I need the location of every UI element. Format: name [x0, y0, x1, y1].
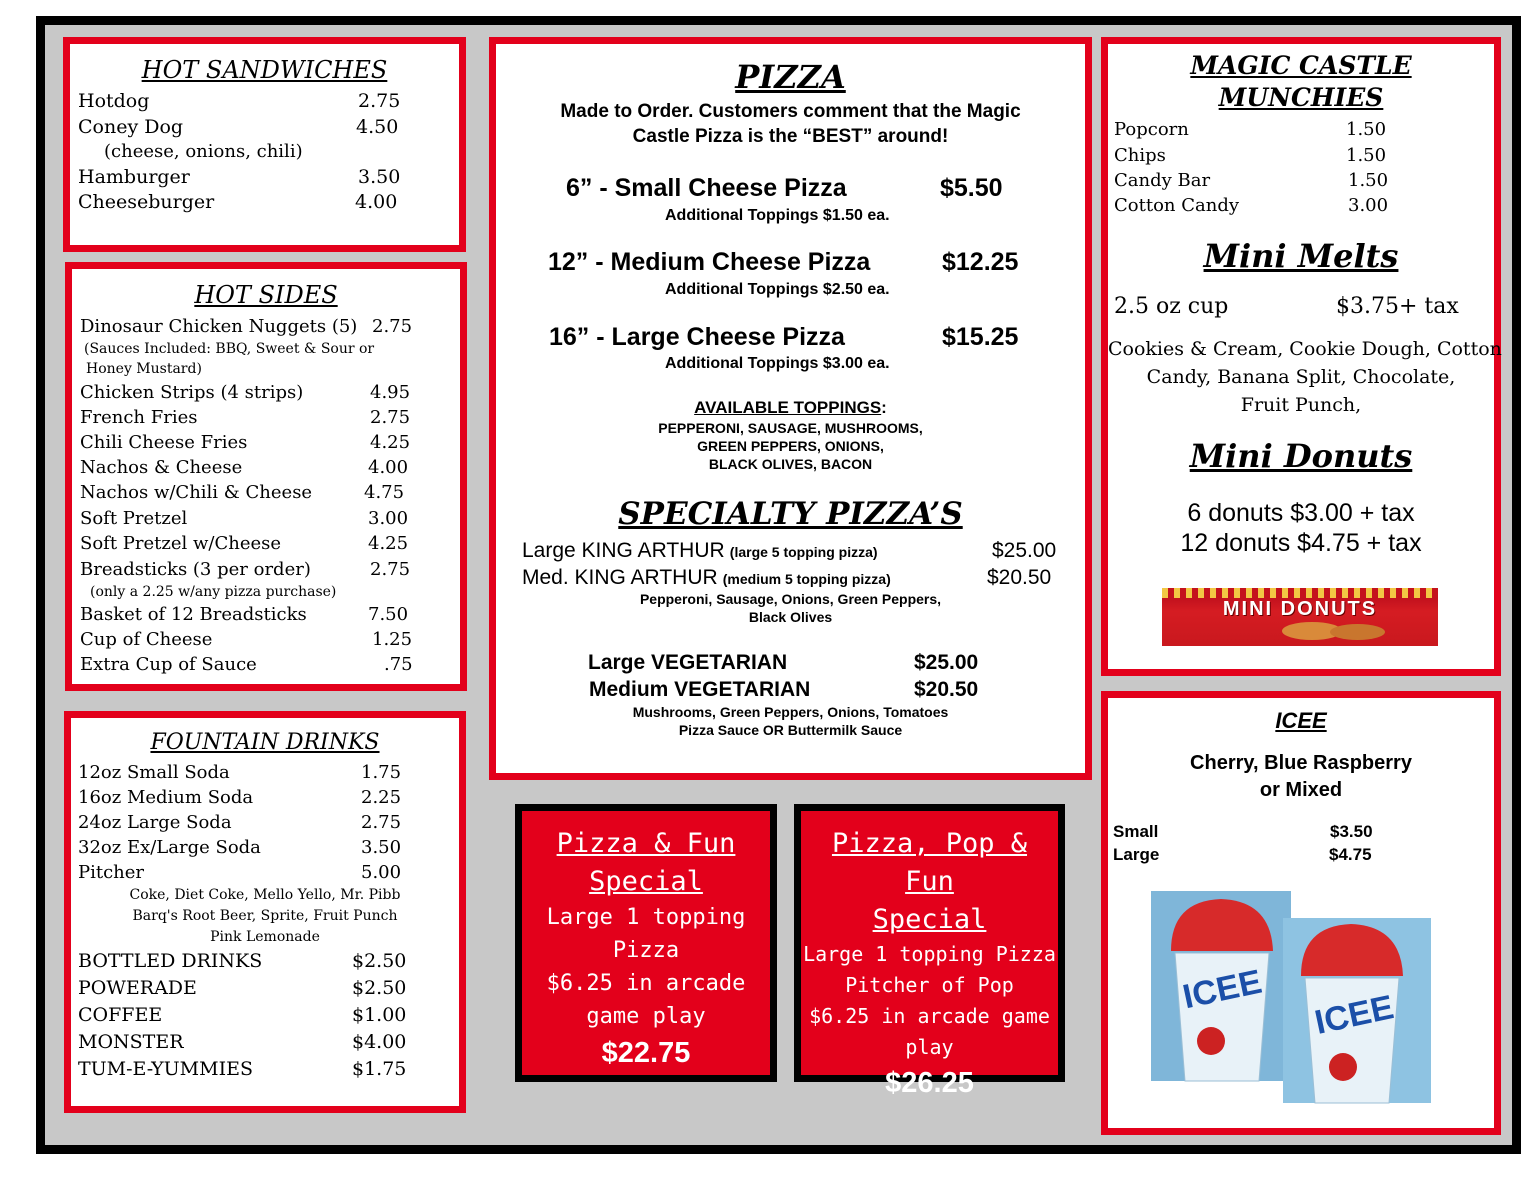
icee-size-name: Small: [1113, 822, 1159, 841]
king-arthur-large-price: $25.00: [992, 539, 1057, 562]
menu-item-name: 16oz Medium Soda: [78, 787, 254, 808]
mini-donuts-banner-text: MINI DONUTS: [1222, 598, 1378, 620]
menu-item-name: Hamburger: [78, 166, 190, 188]
menu-item-price: 3.50: [358, 166, 401, 188]
icee-panel: [1101, 691, 1501, 1135]
mini-donuts-banner: [1162, 588, 1438, 646]
menu-item-price: 4.75: [364, 482, 405, 503]
munchies-title: MUNCHIES: [1218, 83, 1384, 112]
menu-item-name: Coney Dog: [78, 116, 184, 138]
menu-item-name: Hotdog: [78, 90, 150, 112]
menu-item-price: 1.75: [361, 762, 402, 783]
hot-sandwiches-panel: [63, 37, 466, 252]
bottled-item-price: $4.00: [352, 1031, 407, 1053]
pizza-toppings-price: Additional Toppings $1.50 ea.: [665, 207, 890, 224]
icee-cup-label: ICEE: [1179, 962, 1266, 1017]
special-line: play: [905, 1035, 954, 1059]
pizza-size-price: $15.25: [942, 323, 1019, 351]
menu-item-price: 5.00: [361, 862, 402, 883]
munchies-panel: [1101, 37, 1501, 676]
icee-cup-label: ICEE: [1311, 988, 1398, 1042]
menu-item-price: .75: [384, 654, 413, 675]
mini-donuts-price: 6 donuts $3.00 + tax: [1187, 499, 1415, 527]
special-title: Pizza, Pop & Fun: [831, 828, 1028, 897]
menu-item-price: 2.75: [372, 316, 413, 337]
special-line: Large 1 topping Pizza: [803, 942, 1056, 966]
icee-title: ICEE: [1275, 708, 1327, 733]
menu-item-name: 32oz Ex/Large Soda: [78, 837, 261, 858]
king-arthur-medium-label: Med. KING ARTHUR: [522, 566, 718, 589]
menu-item-price: 1.50: [1346, 145, 1387, 166]
menu-item-price: 4.00: [355, 191, 398, 213]
pizza-toppings-price: Additional Toppings $3.00 ea.: [665, 355, 890, 372]
king-arthur-large: [522, 539, 878, 563]
pizza-intro: Castle Pizza is the “BEST” around!: [632, 126, 949, 147]
pizza-intro: Made to Order. Customers comment that the Magic: [560, 101, 1021, 122]
icee-flavors: or Mixed: [1259, 779, 1343, 801]
menu-item-name: Cup of Cheese: [80, 629, 213, 650]
icee-size-price: $3.50: [1330, 822, 1373, 841]
special-price: $26.25: [885, 1067, 974, 1099]
menu-item-price: 2.25: [361, 787, 402, 808]
menu-item-name: Breadsticks (3 per order): [80, 559, 311, 580]
menu-item-price: 1.50: [1348, 170, 1389, 191]
special-price: $22.75: [601, 1037, 691, 1069]
nugget-sauce-note: (Sauces Included: BBQ, Sweet & Sour or: [84, 341, 375, 357]
menu-item-name: 12oz Small Soda: [78, 762, 230, 783]
nugget-sauce-note: Honey Mustard): [86, 361, 202, 377]
vegetarian-medium-price: $20.50: [914, 678, 979, 701]
munchies-title: MAGIC CASTLE: [1190, 51, 1412, 80]
special-line: Pitcher of Pop: [845, 973, 1014, 997]
menu-item-price: 3.50: [361, 837, 402, 858]
menu-item-name: Popcorn: [1114, 119, 1189, 140]
mini-melts-flavors: Fruit Punch,: [1240, 394, 1362, 416]
pizza-title: PIZZA: [735, 58, 846, 96]
soda-flavors: Coke, Diet Coke, Mello Yello, Mr. Pibb: [129, 887, 401, 903]
menu-item-name: Cotton Candy: [1114, 195, 1240, 216]
bottled-item-name: COFFEE: [78, 1004, 163, 1026]
menu-item-name: Soft Pretzel w/Cheese: [80, 533, 282, 554]
pizza-toppings-price: Additional Toppings $2.50 ea.: [665, 281, 890, 298]
menu-item-price: 1.25: [372, 629, 413, 650]
bottled-item-price: $2.50: [352, 977, 407, 999]
special-line: $6.25 in arcade game: [809, 1004, 1050, 1028]
mini-melts-title: Mini Melts: [1203, 237, 1399, 275]
menu-item-price: 2.75: [361, 812, 402, 833]
king-arthur-large-note: (large 5 topping pizza): [729, 544, 878, 560]
special-title: Pizza & Fun: [556, 828, 736, 859]
bottled-item-name: MONSTER: [78, 1031, 184, 1053]
bottled-item-name: BOTTLED DRINKS: [78, 950, 263, 972]
king-arthur-toppings: Pepperoni, Sausage, Onions, Green Peppers,: [639, 591, 942, 607]
vegetarian-large-price: $25.00: [914, 651, 979, 674]
icee-flavors: Cherry, Blue Raspberry: [1190, 752, 1412, 774]
available-toppings-colon: :: [881, 398, 887, 417]
menu-item-name: Candy Bar: [1114, 170, 1211, 191]
pizza-fun-special: [515, 804, 777, 1082]
king-arthur-large-label: Large KING ARTHUR: [522, 539, 725, 562]
available-toppings-heading: [496, 398, 1085, 418]
menu-item-price: 3.00: [1348, 195, 1389, 216]
pizza-size-name: 12” - Medium Cheese Pizza: [548, 248, 871, 276]
icee-cup-image: [1151, 891, 1441, 1106]
menu-item-price: 2.75: [358, 90, 401, 112]
menu-item-name: Soft Pretzel: [80, 508, 188, 529]
icee-size-price: $4.75: [1329, 845, 1372, 864]
hot-sides-panel: [65, 262, 467, 691]
menu-item-name: Chips: [1114, 145, 1166, 166]
menu-item-name: Pitcher: [78, 862, 145, 883]
menu-item-price: 1.50: [1346, 119, 1387, 140]
menu-item-name: Chicken Strips (4 strips): [80, 382, 304, 403]
menu-item-name: Nachos & Cheese: [80, 457, 243, 478]
special-line: $6.25 in arcade: [546, 971, 746, 996]
menu-item-name: 24oz Large Soda: [78, 812, 232, 833]
soda-flavors: Pink Lemonade: [210, 929, 320, 945]
hot-sandwiches-title: HOT SANDWICHES: [141, 56, 388, 84]
menu-item-price: 3.00: [368, 508, 409, 529]
mini-melts-size: 2.5 oz cup: [1114, 294, 1229, 319]
special-line: Large 1 topping Pizza: [546, 905, 746, 963]
special-title: Special: [589, 866, 703, 897]
menu-item-price: 4.25: [370, 432, 411, 453]
menu-item-price: 4.50: [356, 116, 399, 138]
fountain-drinks-title: FOUNTAIN DRINKS: [150, 730, 380, 755]
mini-donuts-price: 12 donuts $4.75 + tax: [1180, 529, 1422, 557]
mini-donuts-title: Mini Donuts: [1189, 437, 1413, 475]
menu-item-price: 4.00: [368, 457, 409, 478]
bottled-item-price: $1.75: [352, 1058, 407, 1080]
pizza-size-price: $12.25: [942, 248, 1019, 276]
menu-item-price: 4.95: [370, 382, 411, 403]
special-title: Special: [872, 904, 987, 935]
coney-dog-note: (cheese, onions, chili): [104, 141, 303, 162]
menu-item-price: 4.25: [368, 533, 409, 554]
menu-item-price: 7.50: [368, 604, 409, 625]
king-arthur-medium: [522, 566, 891, 590]
soda-flavors: Barq's Root Beer, Sprite, Fruit Punch: [132, 908, 398, 924]
vegetarian-medium: Medium VEGETARIAN: [589, 678, 811, 701]
menu-item-name: Extra Cup of Sauce: [80, 654, 257, 675]
vegetarian-toppings: Pizza Sauce OR Buttermilk Sauce: [678, 722, 903, 738]
fountain-drinks-panel: [64, 711, 466, 1113]
pizza-size-name: 6” - Small Cheese Pizza: [566, 174, 847, 202]
pizza-size-name: 16” - Large Cheese Pizza: [549, 323, 845, 351]
vegetarian-large: Large VEGETARIAN: [588, 651, 788, 674]
bottled-item-price: $2.50: [352, 950, 407, 972]
bottled-item-price: $1.00: [352, 1004, 407, 1026]
pizza-size-price: $5.50: [940, 174, 1003, 202]
special-line: game play: [586, 1004, 706, 1029]
bottled-item-name: POWERADE: [78, 977, 197, 999]
menu-item-price: 2.75: [370, 407, 411, 428]
bottled-item-name: TUM-E-YUMMIES: [78, 1058, 253, 1080]
mini-melts-flavors: Candy, Banana Split, Chocolate,: [1146, 366, 1456, 388]
mini-melts-price: $3.75+ tax: [1336, 294, 1459, 319]
menu-item-name: French Fries: [80, 407, 198, 428]
menu-item-name: Basket of 12 Breadsticks: [80, 604, 307, 625]
king-arthur-medium-price: $20.50: [987, 566, 1052, 589]
hot-sides-title: HOT SIDES: [194, 281, 338, 309]
menu-item-name: Chili Cheese Fries: [80, 432, 248, 453]
specialty-pizza-title: SPECIALTY PIZZA’S: [618, 496, 963, 532]
king-arthur-medium-note: (medium 5 topping pizza): [722, 571, 891, 587]
king-arthur-toppings: Black Olives: [748, 609, 833, 625]
menu-item-name: Dinosaur Chicken Nuggets (5): [80, 316, 358, 337]
pizza-pop-fun-special: [794, 804, 1065, 1099]
toppings-list: BLACK OLIVES, BACON: [708, 456, 873, 472]
toppings-list: GREEN PEPPERS, ONIONS,: [697, 438, 884, 454]
toppings-list: PEPPERONI, SAUSAGE, MUSHROOMS,: [658, 420, 923, 436]
available-toppings-title: AVAILABLE TOPPINGS: [694, 398, 882, 417]
menu-item-price: 2.75: [370, 559, 411, 580]
pizza-panel: [489, 37, 1092, 780]
menu-item-name: Cheeseburger: [78, 191, 215, 213]
menu-item-name: Nachos w/Chili & Cheese: [80, 482, 313, 503]
mini-melts-flavors: Cookies & Cream, Cookie Dough, Cotton: [1108, 338, 1502, 360]
breadstick-note: (only a 2.25 w/any pizza purchase): [90, 584, 337, 600]
icee-size-name: Large: [1113, 845, 1160, 864]
vegetarian-toppings: Mushrooms, Green Peppers, Onions, Tomatoes: [632, 704, 949, 720]
